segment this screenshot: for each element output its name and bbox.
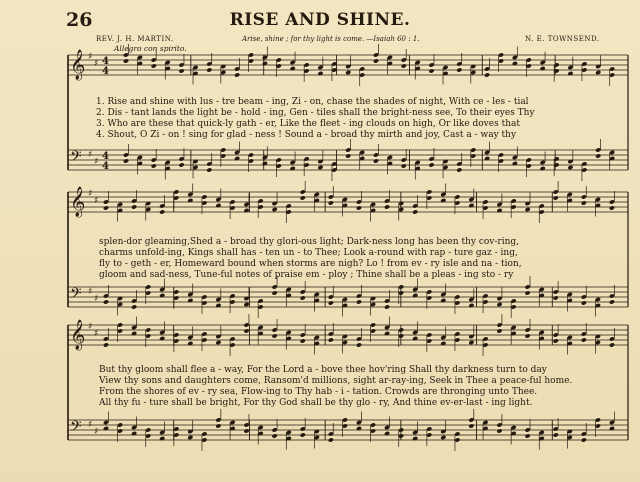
note-head <box>468 423 474 428</box>
time-signature-bottom: 4 <box>102 161 109 172</box>
note-head <box>187 341 193 346</box>
note-head <box>215 340 221 345</box>
note-head <box>159 293 165 298</box>
sharp-icon: ♯ <box>88 52 93 62</box>
note-head <box>328 200 334 205</box>
note-head <box>512 161 518 166</box>
time-signature-top: 4 <box>102 151 109 162</box>
note-head <box>412 209 418 214</box>
tempo-marking: Allegro con spirito. <box>114 44 187 53</box>
note-head <box>103 426 109 431</box>
note-head <box>428 162 434 167</box>
note-head <box>356 426 362 431</box>
note-head <box>412 293 418 298</box>
note-head <box>159 436 165 441</box>
note-head <box>290 166 296 171</box>
note-head <box>525 433 531 438</box>
note-head <box>356 342 362 347</box>
note-head <box>103 205 109 210</box>
note-head <box>512 61 518 66</box>
note-head <box>553 195 559 200</box>
lyric-line-3-1: But thy gloom shall flee a - way, For the Lord a - bove thee hov'ring Shall thy darkness turn to day <box>99 365 547 375</box>
note-head <box>345 153 351 158</box>
note-head <box>317 165 323 170</box>
note-head <box>581 300 587 305</box>
lyric-line-1-4: 4. Shout, O Zi - on ! sing for glad - ness ! Sound a - broad thy mirth and joy, Cast a - way thy <box>96 130 517 140</box>
note-head <box>609 342 615 347</box>
note-head <box>131 331 137 336</box>
note-head <box>412 336 418 341</box>
note-head <box>187 298 193 303</box>
note-head <box>468 203 474 208</box>
lyric-line-2-1: splen-dor gleaming,Shed a - broad thy glori-ous light; Dark-ness long has been thy cov-ring, <box>99 237 520 247</box>
lyric-line-2-4: gloom and sad-ness, Tune-ful notes of praise em - ploy ; Thine shall be a pleas - ing sto - ry <box>99 270 514 280</box>
note-head <box>328 437 334 442</box>
note-head <box>187 435 193 440</box>
note-head <box>215 303 221 308</box>
note-head <box>540 66 546 71</box>
time-signature-top: 4 <box>102 56 109 67</box>
note-head <box>609 205 615 210</box>
note-head <box>123 158 129 163</box>
note-head <box>234 156 240 161</box>
note-head <box>595 70 601 75</box>
note-head <box>525 207 531 212</box>
note-head <box>131 431 137 436</box>
note-head <box>206 167 212 172</box>
lyric-line-3-4: All thy fu - ture shall be bright, For thy God shall be thy glo - ry, And thine ev-er-last - ing light. <box>99 398 533 408</box>
note-head <box>356 205 362 210</box>
note-head <box>553 338 559 343</box>
note-head <box>525 333 531 338</box>
note-head <box>328 337 334 342</box>
note-head <box>595 153 601 158</box>
note-head <box>159 336 165 341</box>
note-head <box>300 195 306 200</box>
note-head <box>456 67 462 72</box>
note-head <box>103 299 109 304</box>
note-head <box>373 58 379 63</box>
note-head <box>384 331 390 336</box>
note-head <box>272 290 278 295</box>
sharp-icon: ♯ <box>94 157 99 167</box>
note-head <box>187 198 193 203</box>
composer-credit: N. E. TOWNSEND. <box>525 35 600 43</box>
lyric-line-1-3: 3. Who are these that quick-ly gath - er, Like the fleet - ing clouds on high, Or like doves that <box>96 119 520 129</box>
lyric-line-2-2: charms unfold-ing, Kings shall has - ten un - to Thee; Look a-round with rap - ture gaz - ing, <box>99 248 518 258</box>
note-head <box>609 426 615 431</box>
bass-clef-icon: 𝄢 <box>70 285 82 306</box>
note-head <box>581 337 587 342</box>
bass-clef-icon: 𝄢 <box>70 148 82 169</box>
scripture-reference: Arise, shine ; for thy light is come. —Isaiah 60 : 1. <box>242 35 420 43</box>
note-head <box>440 298 446 303</box>
note-head <box>540 166 546 171</box>
note-head <box>272 433 278 438</box>
note-head <box>440 341 446 346</box>
note-head <box>496 328 502 333</box>
note-head <box>215 423 221 428</box>
note-head <box>553 432 559 437</box>
sharp-icon: ♯ <box>88 420 93 430</box>
lyric-line-3-2: View thy sons and daughters come, Ransom'd millions, sight ar-ray-ing, Seek in Thee a peace-ful home. <box>99 376 573 386</box>
note-head <box>123 58 129 63</box>
note-head <box>272 207 278 212</box>
note-head <box>401 63 407 68</box>
note-head <box>440 198 446 203</box>
note-head <box>468 340 474 345</box>
sharp-icon: ♯ <box>94 294 99 304</box>
note-head <box>440 435 446 440</box>
sharp-icon: ♯ <box>88 322 93 332</box>
note-head <box>243 302 249 307</box>
note-head <box>456 167 462 172</box>
note-head <box>151 163 157 168</box>
note-head <box>243 428 249 433</box>
note-head <box>243 208 249 213</box>
note-head <box>345 70 351 75</box>
lyric-line-1-1: 1. Rise and shine with lus - tre beam - ing, Zi - on, chase the shades of night, With ce - les - tial <box>96 97 529 107</box>
note-head <box>496 428 502 433</box>
lyricist-credit: REV. J. H. MARTIN. <box>96 35 174 43</box>
treble-clef-icon: 𝄞 <box>70 50 86 80</box>
lyric-line-1-2: 2. Dis - tant lands the light be - hold - ing, Gen - tiles shall the bright-ness see, To their eyes Thy <box>96 108 535 118</box>
note-head <box>234 72 240 77</box>
sharp-icon: ♯ <box>94 329 99 339</box>
note-head <box>215 203 221 208</box>
note-head <box>131 204 137 209</box>
sharp-icon: ♯ <box>94 427 99 437</box>
time-signature-bottom: 4 <box>102 66 109 77</box>
note-head <box>262 61 268 66</box>
treble-clef-icon: 𝄞 <box>70 320 86 350</box>
note-head <box>300 338 306 343</box>
sharp-icon: ♯ <box>88 189 93 199</box>
note-head <box>567 165 573 170</box>
note-head <box>581 200 587 205</box>
note-head <box>328 300 334 305</box>
note-head <box>525 290 531 295</box>
note-head <box>384 304 390 309</box>
note-head <box>373 158 379 163</box>
note-head <box>262 161 268 166</box>
note-head <box>609 299 615 304</box>
hymn-title: RISE AND SHINE. <box>229 10 411 30</box>
note-head <box>206 67 212 72</box>
bass-clef-icon: 𝄢 <box>70 418 82 439</box>
note-head <box>300 295 306 300</box>
note-head <box>131 304 137 309</box>
note-head <box>243 328 249 333</box>
note-head <box>356 299 362 304</box>
treble-clef-icon: 𝄞 <box>70 187 86 217</box>
note-head <box>384 431 390 436</box>
note-head <box>384 204 390 209</box>
note-head <box>103 342 109 347</box>
lyric-line-3-3: From the shores of ev - ry sea, Flow-ing to Thy hab - i - tation. Crowds are thronging unto Thee. <box>99 387 538 397</box>
note-head <box>428 68 434 73</box>
note-head <box>151 63 157 68</box>
note-head <box>468 303 474 308</box>
page-number: 26 <box>66 9 93 31</box>
sharp-icon: ♯ <box>88 287 93 297</box>
note-head <box>484 156 490 161</box>
note-head <box>300 432 306 437</box>
note-head <box>484 72 490 77</box>
note-head <box>581 437 587 442</box>
note-head <box>178 162 184 167</box>
note-head <box>567 71 573 76</box>
note-head <box>317 71 323 76</box>
sharp-icon: ♯ <box>94 196 99 206</box>
sharp-icon: ♯ <box>94 59 99 69</box>
note-head <box>496 208 502 213</box>
lyric-line-2-3: fly to - geth - er, Homeward bound when storms are nigh? Lo ! from ev - ry isle and na - tion, <box>99 259 522 269</box>
note-head <box>412 436 418 441</box>
note-head <box>272 333 278 338</box>
note-head <box>553 295 559 300</box>
sharp-icon: ♯ <box>88 150 93 160</box>
note-head <box>401 163 407 168</box>
note-head <box>178 68 184 73</box>
note-head <box>496 302 502 307</box>
note-head <box>159 209 165 214</box>
note-head <box>290 66 296 71</box>
